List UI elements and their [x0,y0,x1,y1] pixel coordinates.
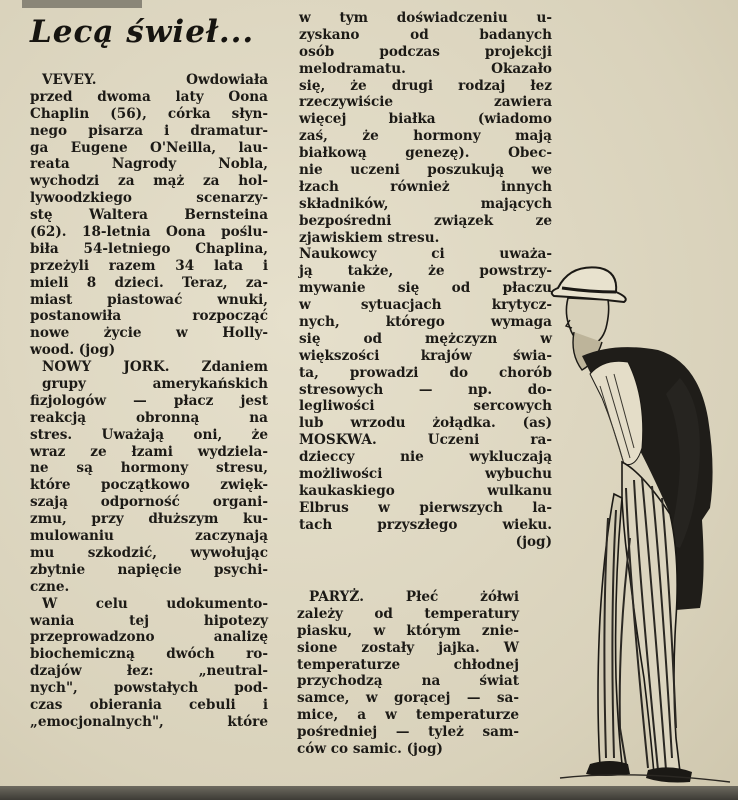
text-line: się, że drugi rodzaj łez [299,77,552,94]
text-line: szają odporność organi- [30,494,268,511]
text-line: dzieccy nie wykluczają [299,449,552,466]
text-line: piasku, w którym znie- [297,622,519,639]
text-line: mieli 8 dzieci. Teraz, za- [30,274,268,291]
text-line: w tym doświadczeniu u- [299,10,552,26]
text-line: postanowiła rozpocząć [30,308,268,325]
text-line: NOWY JORK. Zdaniem [42,359,268,376]
text-line: przed dwoma laty Oona [30,88,268,105]
text-line: rzeczywiście zawiera [299,94,552,111]
text-line: kaukaskiego wulkanu [299,482,552,499]
text-line: stę Waltera Bernsteina [30,207,268,224]
text-line: nego pisarza i dramatur- [30,122,268,139]
text-line: zależy od temperatury [297,605,519,622]
article-column-3 [297,589,519,758]
text-line: Chaplin (56), córka słyn- [30,105,268,122]
text-line: się od mężczyzn w [299,330,552,347]
text-line: zjawiskiem stresu. [299,229,440,246]
text-line: przeżyli razem 34 lata i [30,257,268,274]
text-line: zbytnie napięcie psychi- [30,561,268,578]
text-line: pośredniej — tyleż sam- [297,724,519,741]
column-headline: Lecą świeł... [30,14,255,50]
text-line: zmu, przy dłuższym ku- [30,511,268,528]
text-line: ta, prowadzi do chorób [299,364,552,381]
text-line: ne są hormony stresu, [30,460,268,477]
text-line: „emocjonalnych", które [30,713,268,730]
text-line: ją także, że powstrzy- [299,263,552,280]
text-line: (jog) [515,533,552,550]
text-line: łzach również innych [299,178,552,195]
article-column-1 [30,72,268,731]
text-line: VEVEY. Owdowiała [42,72,268,88]
text-line: biła 54-letniego Chaplina, [30,240,268,257]
text-line: samce, w gorącej — sa- [297,690,519,707]
text-line: dzajów łez: „neutral- [30,663,268,680]
text-line: sione zostały jajka. W [297,639,519,656]
text-line: mulowaniu zaczynają [30,528,268,545]
text-line: Naukowcy ci uważa- [299,246,552,263]
text-line: osób podczas projekcji [299,43,552,60]
text-line: lub wrzodu żołądka. (as) [299,415,552,432]
text-line: wania tej hipotezy [30,612,268,629]
text-line: zyskano od badanych [299,26,552,43]
text-line: stresowych — np. do- [299,381,552,398]
text-line: lywoodzkiego scenarzy- [30,190,268,207]
text-line: bezpośredni związek ze [299,212,552,229]
text-line: reakcją obronną na [30,409,268,426]
text-line: mywanie się od płaczu [299,280,552,297]
text-line: tach przyszłego wieku. [299,516,552,533]
text-line: ga Eugene O'Neilla, lau- [30,139,268,156]
text-line: mu szkodzić, wywołując [30,544,268,561]
text-line: białkową genezę). Obec- [299,145,552,162]
text-line: możliwości wybuchu [299,466,552,483]
text-line: nych, którego wymaga [299,314,552,331]
text-line: MOSKWA. Uczeni ra- [299,432,552,449]
article-column-2 [287,10,552,551]
text-line: które początkowo zwięk- [30,477,268,494]
text-line: fizjologów — płacz jest [30,392,268,409]
text-line: nowe życie w Holly- [30,325,268,342]
text-line: PARYŻ. Płeć żółwi [309,589,519,605]
text-line: zaś, że hormony mają [299,128,552,145]
text-line: nych", powstałych pod- [30,680,268,697]
text-line: czas obierania cebuli i [30,696,268,713]
text-line: wychodzi za mąż za hol- [30,173,268,190]
text-line: biochemiczną dwóch ro- [30,646,268,663]
text-line: mice, a w temperaturze [297,707,519,724]
text-line: (62). 18-letnia Oona poślu- [30,224,268,241]
text-line: legliwości sercowych [299,398,552,415]
text-line: wraz ze łzami wydziela- [30,443,268,460]
text-line: Elbrus w pierwszych la- [299,499,552,516]
text-line: W celu udokumento- [42,595,268,612]
text-line: składników, mających [299,195,552,212]
text-line: grupy amerykańskich [42,376,268,393]
text-line: przychodzą na świat [297,673,519,690]
text-line: wood. (jog) [30,342,116,359]
text-line: reata Nagrody Nobla, [30,156,268,173]
text-line: stres. Uważają oni, że [30,426,268,443]
text-line: więcej białka (wiadomo [299,111,552,128]
text-line: miast piastować wnuki, [30,291,268,308]
text-line: przeprowadzono analizę [30,629,268,646]
text-line: nie uczeni poszukują we [299,162,552,179]
text-line: temperaturze chłodnej [297,656,519,673]
text-line: melodramatu. Okazało [299,60,552,77]
text-line: większości krajów świa- [299,347,552,364]
text-line: czne. [30,578,70,595]
bottom-edge [0,786,738,800]
clipping-edge [22,0,142,8]
text-line: w sytuacjach krytycz- [299,297,552,314]
text-line: ców co samic. (jog) [297,741,443,758]
man-in-hat-illustration [530,258,738,790]
